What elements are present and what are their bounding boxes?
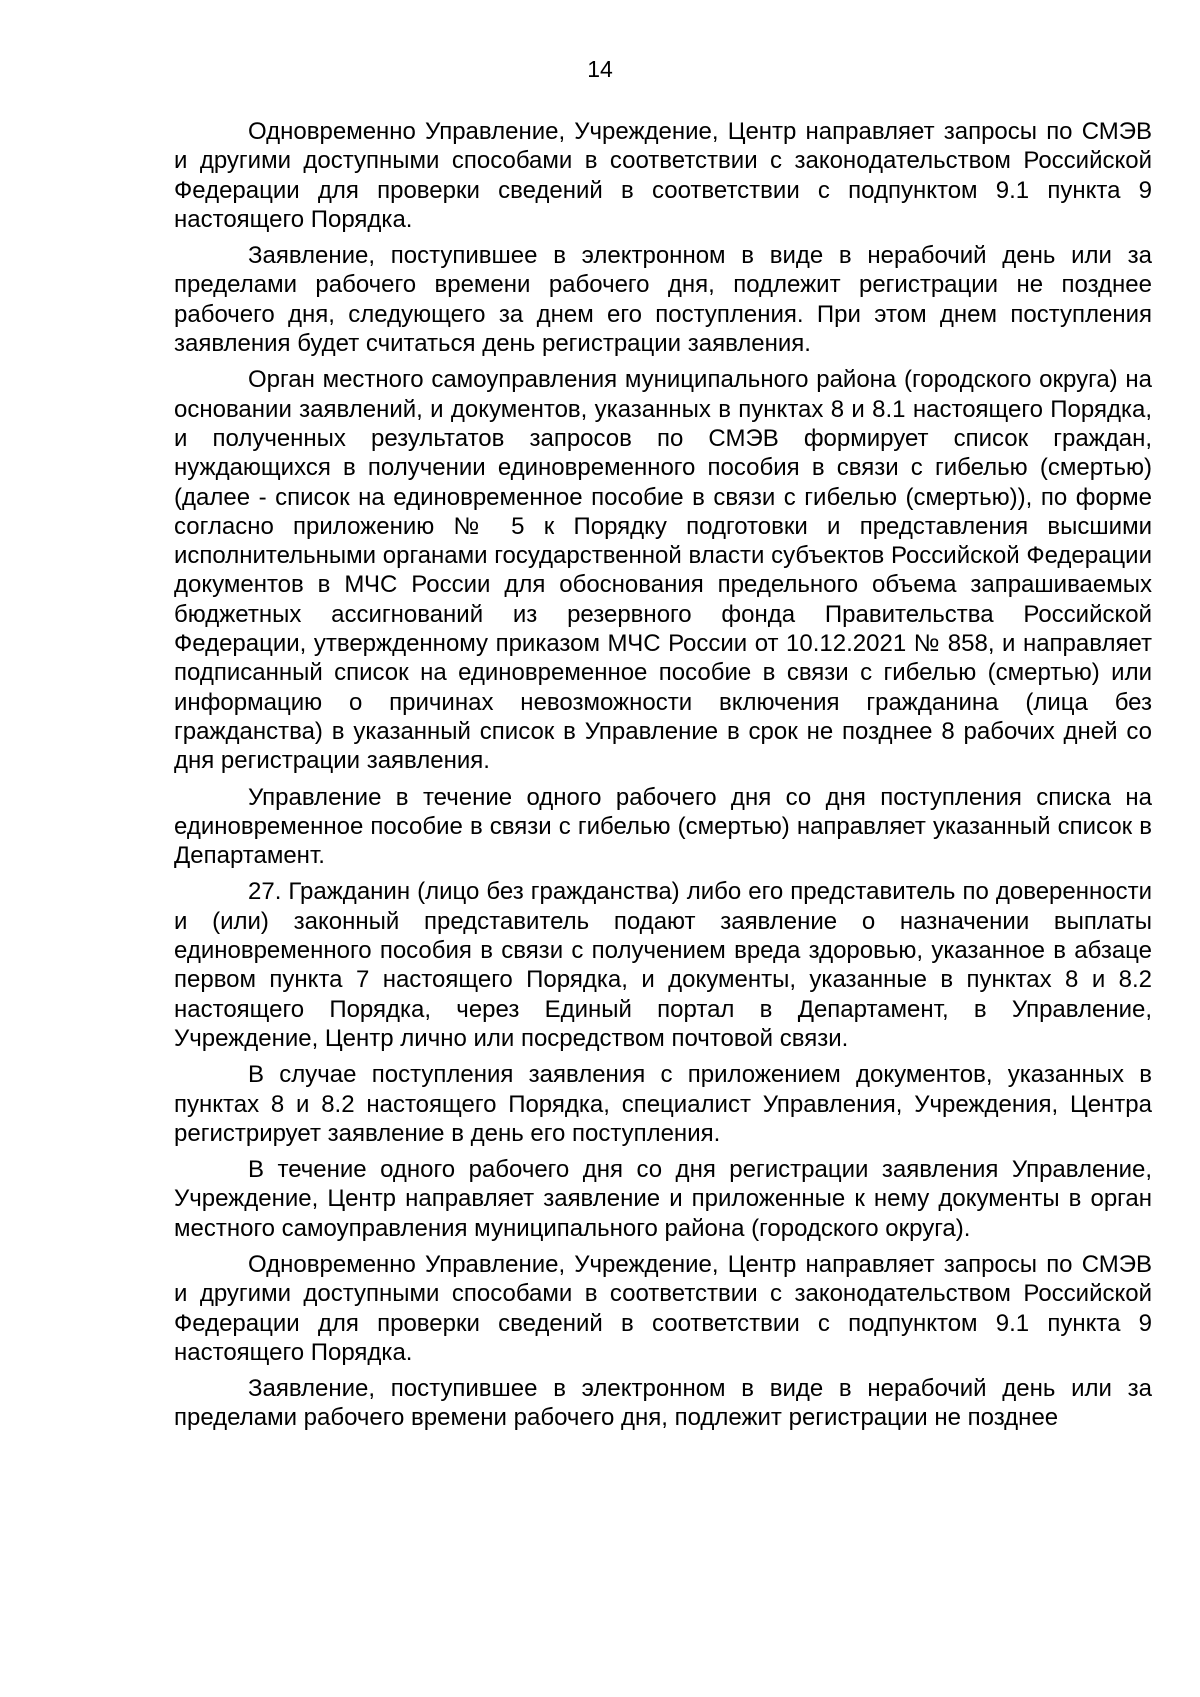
paragraph-9: Заявление, поступившее в электронном в виде в нерабочий день или за пределами рабочего времени рабочего дня, подлежит регистрации не позднее xyxy=(174,1375,1152,1432)
paragraph-2: Заявление, поступившее в электронном в виде в нерабочий день или за пределами рабочего времени рабочего дня, подлежит регистрации не позднее рабочего дня, следующего за днем его поступления. При этом днем поступления заявления будет считаться день регистрации заявления. xyxy=(174,242,1152,358)
paragraph-8: Одновременно Управление, Учреждение, Центр направляет запросы по СМЭВ и другими доступными способами в соответствии с законодательством Российской Федерации для проверки сведений в соответствии с подпунктом 9.1 пункта 9 настоящего Порядка. xyxy=(174,1250,1152,1366)
paragraph-6: В случае поступления заявления с приложением документов, указанных в пунктах 8 и 8.2 настоящего Порядка, специалист Управления, Учреждения, Центра регистрирует заявление в день его поступления. xyxy=(174,1061,1152,1147)
paragraph-5: 27. Гражданин (лицо без гражданства) либо его представитель по доверенности и (или) законный представитель подают заявление о назначении выплаты единовременного пособия в связи с получением вреда здоровью, указанное в абзаце первом пункта 7 настоящего Порядка, и документы, указанные в пунктах 8 и 8.2 настоящего Порядка, через Единый портал в Департамент, в Управление, Учреждение, Центр лично или посредством почтовой связи. xyxy=(174,878,1152,1052)
paragraph-7: В течение одного рабочего дня со дня регистрации заявления Управление, Учреждение, Центр направляет заявление и приложенные к нему документы в орган местного самоуправления муниципального района (городского округа). xyxy=(174,1156,1152,1242)
page-number: 14 xyxy=(587,56,613,82)
paragraph-4: Управление в течение одного рабочего дня со дня поступления списка на единовременное пособие в связи с гибелью (смертью) направляет указанный список в Департамент. xyxy=(174,783,1152,870)
document-body xyxy=(174,117,1152,1440)
paragraph-1: Одновременно Управление, Учреждение, Центр направляет запросы по СМЭВ и другими доступными способами в соответствии с законодательством Российской Федерации для проверки сведений в соответствии с подпунктом 9.1 пункта 9 настоящего Порядка. xyxy=(174,118,1152,233)
paragraph-3: Орган местного самоуправления муниципального района (городского округа) на основании заявлений, и документов, указанных в пунктах 8 и 8.1 настоящего Порядка, и полученных результатов запросов по СМЭВ формирует список граждан, нуждающихся в получении единовременного пособия в связи с гибелью (смертью) (далее - список на единовременное пособие в связи с гибелью (смертью)), по форме согласно приложению № 5 к Порядку подготовки и представления высшими исполнительными органами государственной власти субъектов Российской Федерации документов в МЧС России для обоснования предельного объема запрашиваемых бюджетных ассигнований из резервного фонда Правительства Российской Федерации, утвержденному приказом МЧС России от 10.12.2021 № 858, и направляет подписанный список на единовременное пособие в связи с гибелью (смертью) или информацию о причинах невозможности включения гражданина (лица без гражданства) в указанный список в Управление в срок не позднее 8 рабочих дней со дня регистрации заявления. xyxy=(174,366,1152,775)
